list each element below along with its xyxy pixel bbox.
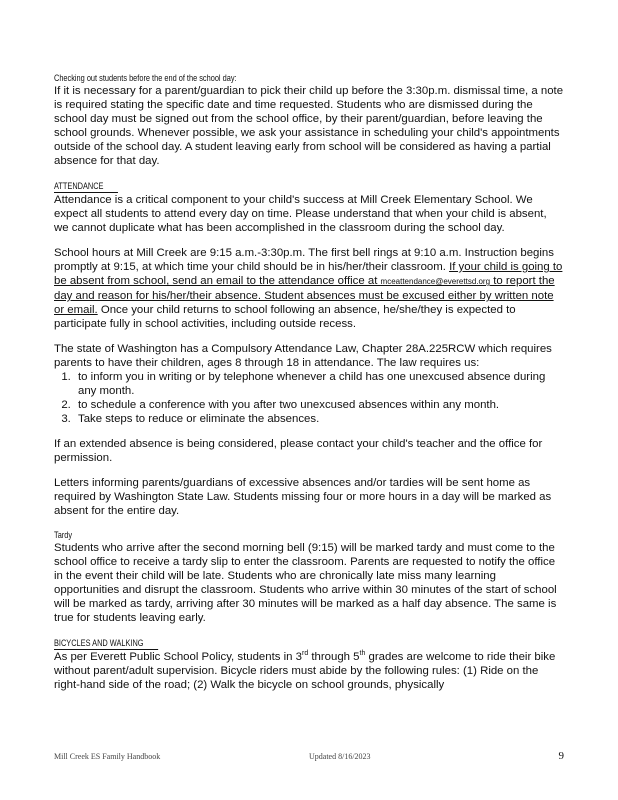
absence-instruction-text: If your child is going to be absent from school, send an email to the attendance office at — [54, 261, 563, 287]
extended-absence-paragraph: If an extended absence is being considered, please contact your child's teacher and the office for permission. — [54, 438, 543, 464]
ordinal-sup: th — [359, 650, 366, 658]
attendance-email-link[interactable]: mceattendance@everettsd.org — [380, 277, 491, 286]
school-hours-text: School hours at Mill Creek are 9:15 a.m.-3:30p.m. The first bell rings at 9:10 a.m. Instruction begins promptly at 9:15, at which time your child should be in his/her/their classroom. — [54, 247, 554, 273]
tardy-heading: Tardy — [54, 530, 73, 540]
ordinal-sup: rd — [301, 650, 309, 658]
bicycles-text-2: through 5 — [308, 651, 360, 663]
bicycles-text-3: grades are welcome to ride their bike without parent/adult supervision. Bicycle riders must abide by the following rules: (1) Ride on the right-hand side of the road; (2) Walk the bicycle on school grounds, physically — [54, 651, 556, 691]
bicycles-text-1: As per Everett Public School Policy, students in 3 — [54, 651, 302, 663]
absence-reporting-text: to report the day and reason for his/her/their absence. Student absences must be excused either by written note or email. — [54, 275, 555, 316]
bicycles-heading: BICYCLES AND WALKING — [54, 637, 158, 650]
attendance-heading: ATTENDANCE — [54, 180, 118, 193]
tardy-paragraph: Students who arrive after the second morning bell (9:15) will be marked tardy and must come to the school office to receive a tardy slip to enter the classroom. Parents are requested to notify the office in the event their child will be late. Students who are chronically late miss many learning opportunities and disrupt the classroom. Students who arrive within 30 minutes of the start of school will be marked as tardy, arriving after 30 minutes will be marked as a half day absence. The same is true for students leaving early. — [54, 542, 557, 624]
attendance-paragraph-1: Attendance is a critical component to your child's success at Mill Creek Elementary School. We expect all students to attend every day on time. Please understand that when your child is absent, we cannot duplicate what has been accomplished in the classroom during the school day. — [54, 194, 547, 234]
footer-updated-date: Updated 8/16/2023 — [309, 752, 371, 761]
checkout-heading: Checking out students before the end of the school day: — [54, 73, 237, 83]
page-footer — [54, 750, 564, 764]
list-item: 2. to schedule a conference with you after two unexcused absences within any month. — [74, 398, 564, 412]
attendance-law-paragraph: The state of Washington has a Compulsory Attendance Law, Chapter 28A.225RCW which requires parents to have their children, ages 8 through 18 in attendance. The law requires us: — [54, 343, 552, 369]
footer-handbook-title: Mill Creek ES Family Handbook — [54, 752, 161, 761]
checkout-paragraph: If it is necessary for a parent/guardian to pick their child up before the 3:30p.m. dismissal time, a note is required stating the specific date and time requested. Students who are dismissed during the school day must be signed out from the school office, by their parent/guardian, before leaving the school grounds. Whenever possible, we ask your assistance in scheduling your child's appointments outside of the school day. A student leaving early from school will be considered as having a partial absence for that day. — [54, 85, 564, 167]
attendance-paragraph-2 — [54, 246, 564, 331]
returning-student-text: Once your child returns to school following an absence, he/she/they is expected to participate fully in school activities, including outside recess. — [54, 304, 516, 330]
bicycles-paragraph — [54, 650, 564, 692]
absence-letters-paragraph: Letters informing parents/guardians of excessive absences and/or tardies will be sent home as required by Washington State Law. Students missing four or more hours in a day will be marked as absent for the entire day. — [54, 477, 552, 517]
list-item: 3. Take steps to reduce or eliminate the absences. — [74, 412, 564, 426]
list-item: 1. to inform you in writing or by telephone whenever a child has one unexcused absence during any month. — [74, 370, 564, 398]
page-content — [54, 72, 564, 703]
page-number: 9 — [558, 750, 564, 762]
law-requirements-list — [54, 370, 564, 426]
